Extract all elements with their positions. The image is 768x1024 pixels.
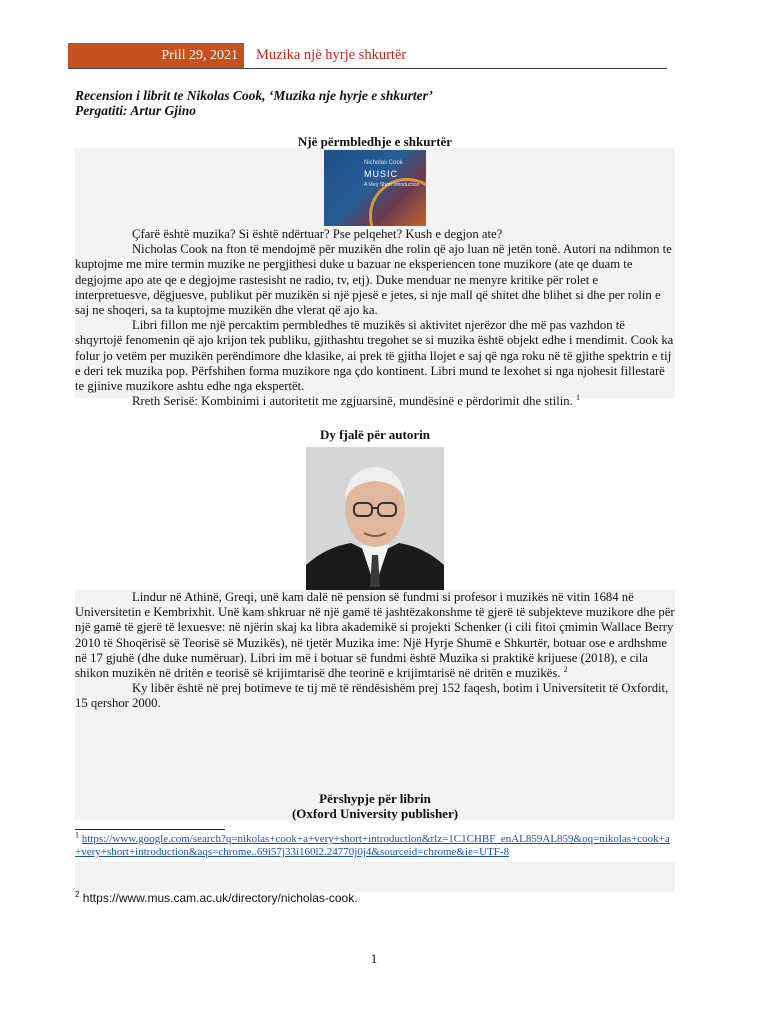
series-text: Rreth Serisë: Kombinimi i autoritetit me zgjuarsinë, mundësinë e përdorimit dhe stilin.: [132, 394, 573, 409]
summary-paragraph-2: Nicholas Cook na fton të mendojmë për muzikën dhe rolin që ajo luan në jetën tonë. Autori na ndihmon te kuptojme me mire termin muzike ne pergjithesi duke u bazuar ne eksperiencen tone muzikore (ate qe duam te degjojme apo ate qe e degjojme rastesisht ne radio, tv, etj). Duke menduar ne menyre kritike për rolet e interpretuesve, dëgjuesve, publikut për muzikën si një pjesë e jetes, si nje mall që shitet dhe blihet si dhe per rolin e saj ne shoqeri, sa ta kuptojme muzikën dhe vlerat që ajo ka.: [75, 242, 672, 318]
footnote-1-link[interactable]: https://www.google.com/search?q=nikolas+cook+a+very+short+introduction&rlz=1C1CHBF_enAL859AL859&oq=nikolas+cook+a+very+short+introduction&aqs=chrome..69i57j33i160l2.24770j0j4&sourceid=chrome&ie=UTF-8: [75, 833, 670, 858]
section-heading-publisher: (Oxford University publisher): [291, 806, 459, 821]
summary-paragraph-3: Libri fillon me një percaktim permbledhes të muzikës si aktivitet njerëzor dhe më pas vazhdon të shqyrtojë fenomenin që ajo krijon tek publiku, gjithashtu tregohet se si muzika është objekt edhe i mendimit. Cook ka folur jo vetëm per muzikën perëndimore dhe klasike, ai prek të gjitha llojet e saj që nga roku në të gjithe spektrin e tij e deri tek muzika pop. Përfshihen forma muzikore nga çdo kontinent. Libri mund te lexohet si nga njohesit fillestarë te gjinive muzikore ashtu edhe nga ekspertët.: [75, 318, 674, 394]
footnote-ref-2[interactable]: 2: [563, 664, 568, 674]
footnote-separator: [75, 829, 225, 830]
author-bio: Lindur në Athinë, Greqi, unë kam dalë në pension së fundmi si profesor i muzikës në vitin 1684 në Universitetin e Kembrixhit. Unë kam shkruar në një gamë të jashtëzakonshme të gjerë të subjekteve muzikore dhe për një gamë të gjerë të lexuesve: në njërin skaj ka libra akademikë si projekti Schenker (i cili fitoi çmimin Wallace Berry 2010 të Shoqërisë së Teorisë së Muzikës), në tjetër Muzika ime: Një Hyrje Shumë e Shkurtër, botuar ose e ardhshme në 17 gjuhë (dhe duke numëruar). Libri im më i botuar së fundmi është Muzika si praktikë krijuese (2018), e cila shikon muzikën në dritën e teorisë së krijimtarisë dhe teorinë e krijimtarisë në dritën e muzikës.: [75, 590, 675, 681]
cover-subtitle: A Very Short Introduction: [364, 182, 420, 188]
footnote-2-link[interactable]: https://www.mus.cam.ac.uk/directory/nicholas-cook.: [82, 891, 358, 905]
section-heading-author: Dy fjalë për autorin: [320, 427, 430, 442]
portrait-graphic: [306, 447, 444, 590]
footnote-2-number: 2: [75, 890, 80, 899]
author-paragraph-1: [75, 590, 675, 681]
author-portrait: [306, 447, 444, 590]
header-title: Muzika një hyrje shkurtër: [256, 47, 407, 63]
footnote-1-number: 1: [75, 830, 79, 840]
summary-text: [75, 227, 675, 409]
header-rule: [68, 68, 667, 69]
footnote-ref-1[interactable]: 1: [575, 393, 580, 402]
prepared-by: Pergatiti: Artur Gjino: [75, 103, 197, 118]
book-cover-image: [324, 150, 426, 226]
header-date: Prill 29, 2021: [68, 43, 244, 68]
footnote2-shade: [75, 862, 675, 892]
author-paragraph-2: Ky libër është në prej botimeve te tij më të rëndësishëm prej 152 faqesh, botim i Universitetit të Oxfordit, 15 qershor 2000.: [75, 681, 669, 711]
summary-paragraph-4: [75, 394, 675, 409]
summary-paragraph-1: Çfarë është muzika? Si është ndërtuar? Pse pelqehet? Kush e degjon ate?: [132, 227, 503, 241]
section-heading-summary: Një përmbledhje e shkurtër: [297, 134, 453, 149]
page-number: 1: [370, 951, 378, 966]
cover-author: Nicholas Cook: [364, 160, 403, 166]
intro-block: [75, 88, 433, 118]
cover-title: MUSIC: [364, 169, 398, 179]
section-heading-book: Përshypje për librin: [319, 791, 431, 806]
author-text: [75, 590, 675, 712]
review-title: Recension i librit te Nikolas Cook, ‘Muzika nje hyrje e shkurter’: [75, 88, 433, 103]
footnote-2: [75, 891, 675, 905]
footnote-1: [75, 830, 675, 859]
